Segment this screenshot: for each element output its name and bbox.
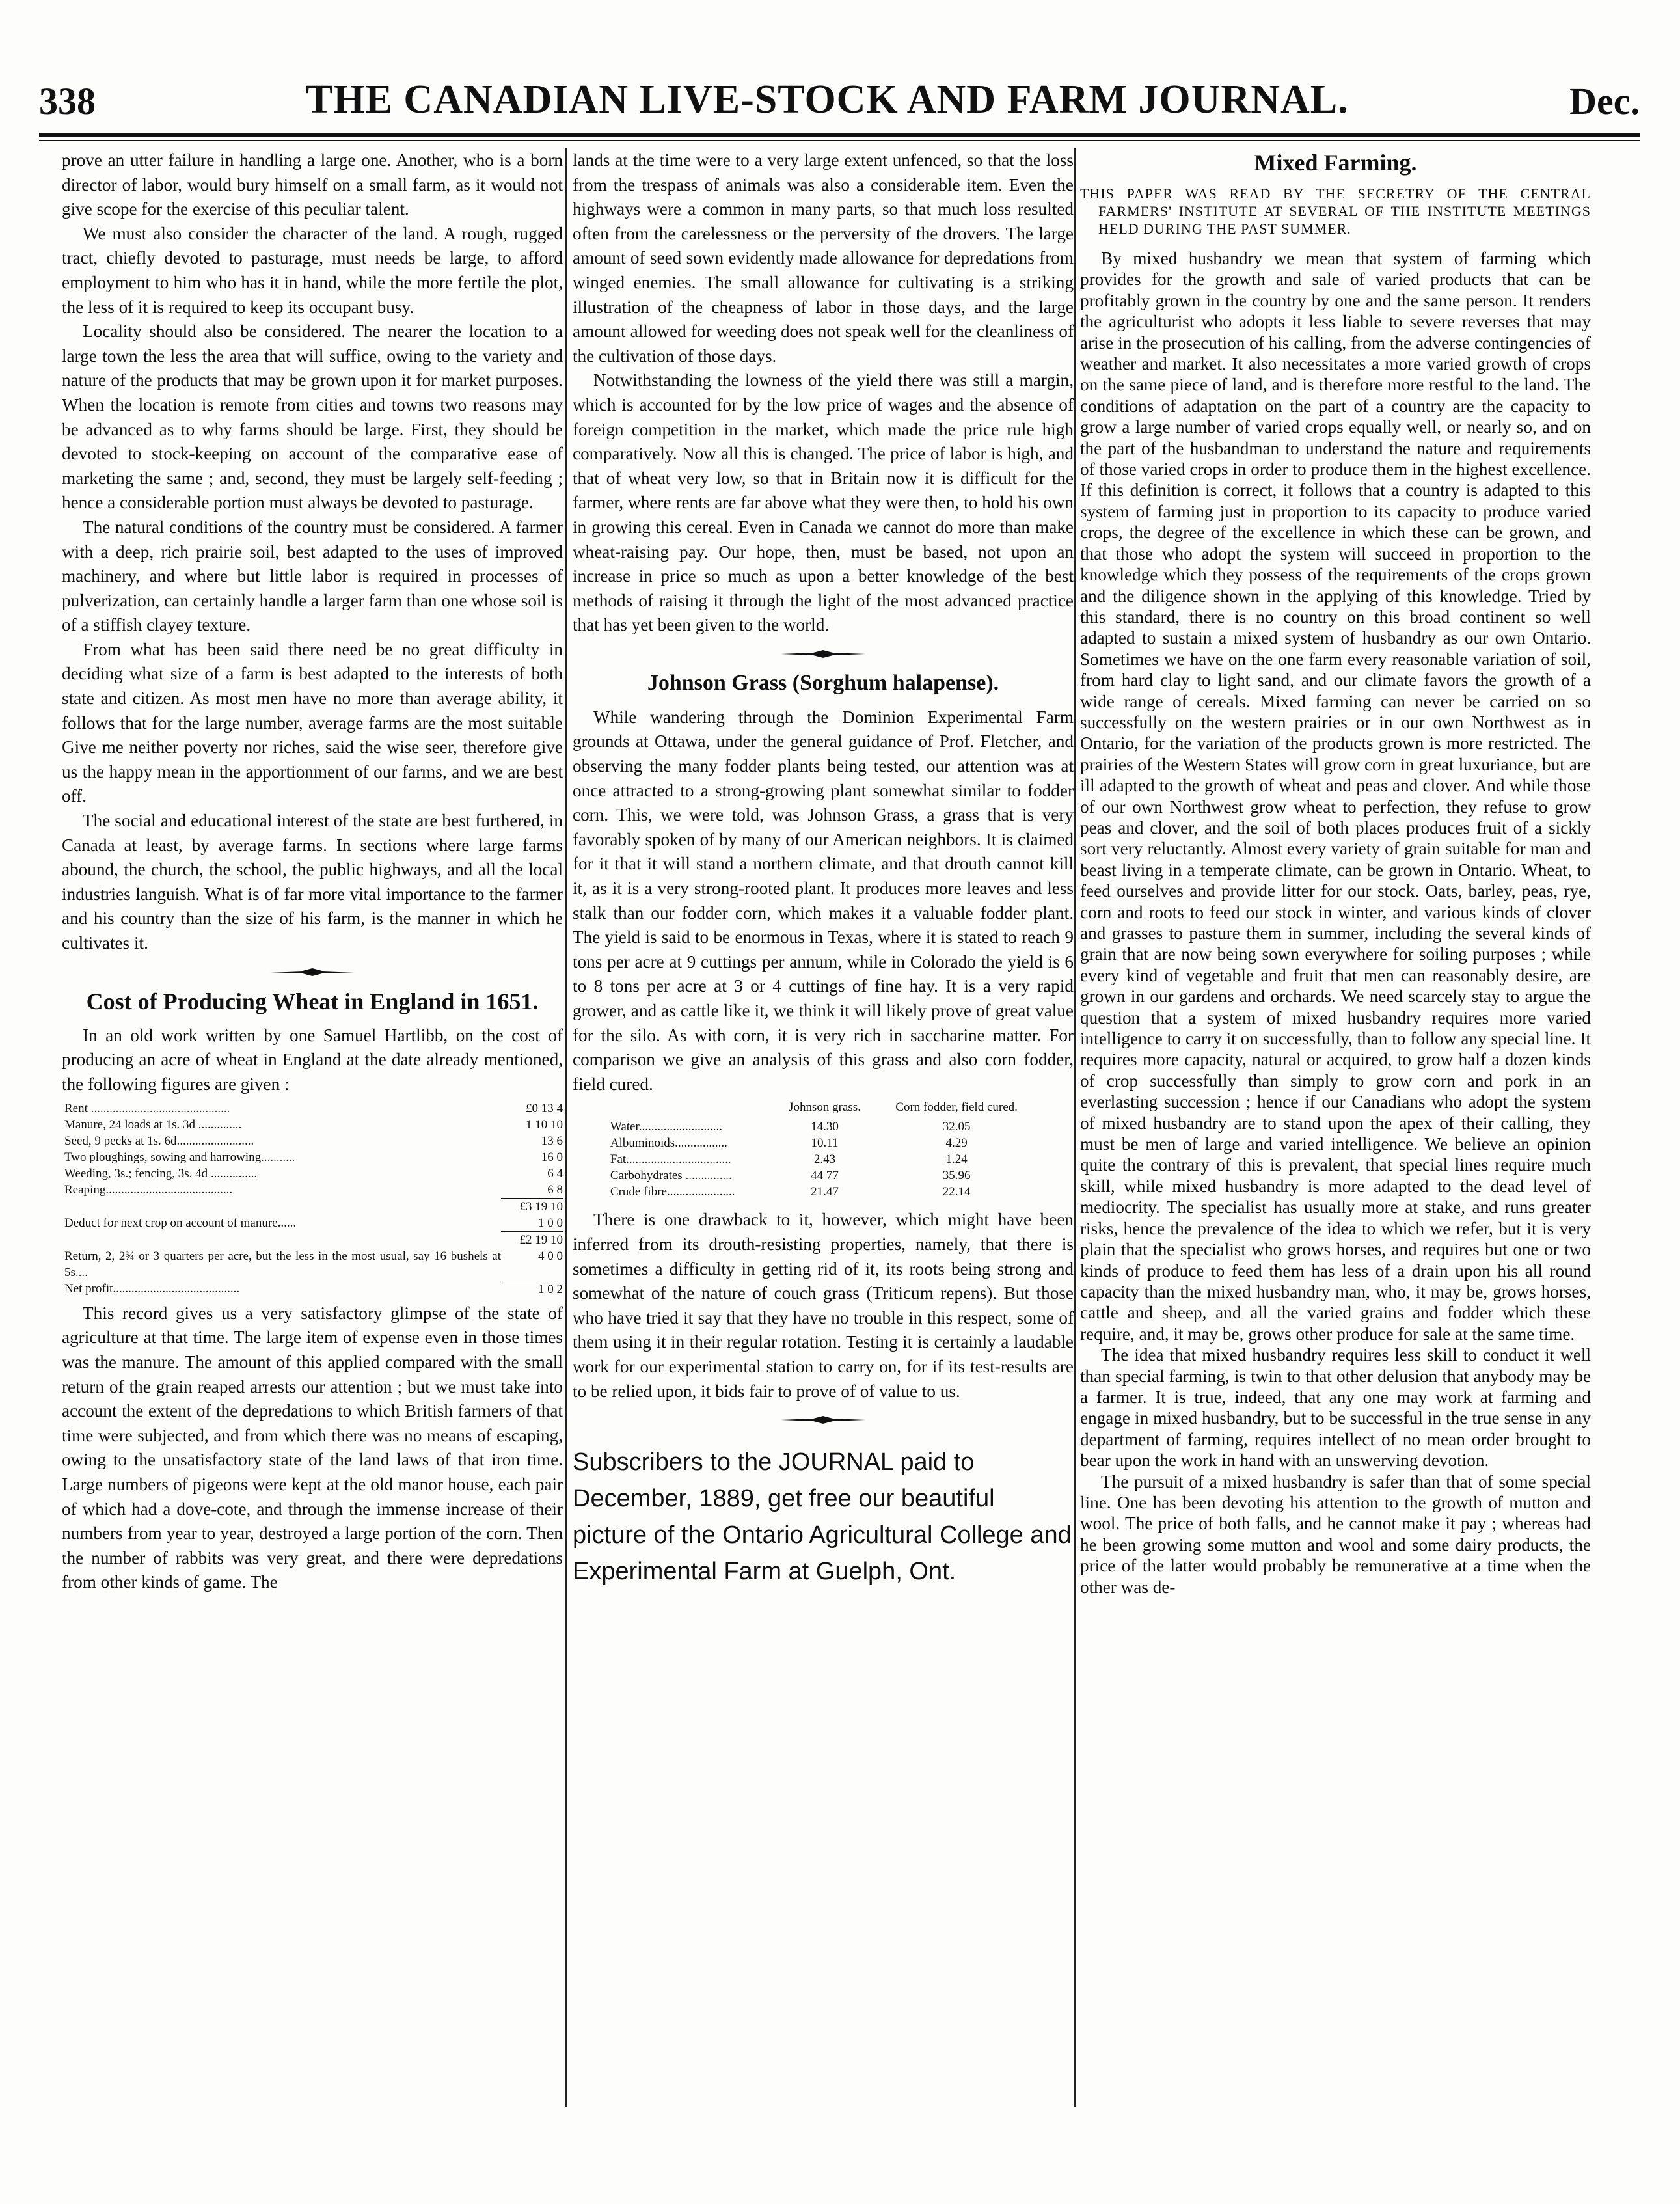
column-rule-2: [1074, 148, 1076, 2107]
table-row: [608, 1135, 1038, 1151]
table-cell: Return, 2, 2¾ or 3 quarters per acre, but the less in the most usual, say 16 bushels at 5s....: [64, 1249, 501, 1280]
table-cell: 16 0: [541, 1150, 563, 1165]
paragraph: The pursuit of a mixed husbandry is safer than that of some special line. One has been devoting his attention to the growth of mutton and wool. The price of both falls, and he cannot make it pay ; whereas had he been growing some mutton and wool and some dairy products, the price of the latter would probably be remunerative at a time when the other was de-: [1080, 1471, 1591, 1597]
paragraph: By mixed husbandry we mean that system of farming which provides for the growth and sale of varied products that can be profitably grown in the country by one and the same person. It renders the agriculturist who adopts it less liable to severe reverses that may arise in the prosecution of his calling, from the adverse contingencies of weather and market. It also necessitates a more varied growth of crops on the same piece of land, and is therefore more restful to the land. The conditions of adaptation on the part of a country are the capacity to grow a large number of varied crops equally well, or nearly so, and on the part of the husbandman to understand the nature and requirements of those varied crops in order to produce them in the highest excellence. If this definition is correct, it follows that a country is adapted to this system of farming just in proportion to its capacity to produce varied crops, the degree of the excellence in which these can be grown, and that those who adopt the system will succeed in proportion to the knowledge which they possess of the requirements of the crops grown and the diligence shown in the applying of this knowledge. Tried by this standard, there is no country on this broad continent so well adapted to sustain a mixed system of husbandry as our own Ontario. Sometimes we have on the one farm every reasonable variation of soil, from hard clay to light sand, and our climate favors the growth of a wide range of cereals. Mixed farming can never be carried on so successfully on the western prairies or in our own Northwest as in Ontario, for the variation of the products grown is more restricted. The prairies of the Western States will grow corn in great luxuriance, but are ill adapted to the growth of wheat and peas and clover. And while those of our own Northwest grow wheat to perfection, they refuse to grow peas and clover, and the soil of both places produces fruit of a sickly sort very reluctantly. Almost every variety of grain suitable for man and beast living in a temperate climate, can be grown in Ontario. Wheat, to feed ourselves and provide litter for our stock. Oats, barley, peas, rye, corn and roots to feed our stock in winter, and various kinds of clover and grasses to pasture them in summer, including the several kinds of grain that are now being sown everywhere for soiling purposes ; while every kind of vegetable and fruit that men can reasonably desire, are grown in our gardens and orchards. We need scarcely stay to argue the question that a system of mixed husbandry requires more varied intelligence to carry it on successfully, than to follow any special line. It requires more capacity, natural or acquired, to grow half a dozen kinds of crop successfully than simply to grow corn and pork in an everlasting succession ; hence if our Canadians who adopt the system of mixed husbandry are to stand upon the apex of their calling, they must be men of large and varied intelligence. We believe an opinion quite the contrary of this is prevalent, that special lines require much skill, while mixed husbandry is more adapted to the dead level of mediocrity. The specialist has usually more at stake, and runs greater risks, hence the prevalence of the idea to which we refer, but it is very plain that the specialist who grows horses, and requires but one or two kinds of produce to feed them has less of a drain upon his all round capacity than the mixed husbandry man, who, it may be, grows horses, cattle and sheep, and all the varied grains and fodder which these require, and, it may be, grows other produce for sale at the same time.: [1080, 249, 1591, 1344]
table-header-row: [608, 1100, 1038, 1119]
paragraph: Notwithstanding the lowness of the yield there was still a margin, which is accounted for by the low price of wages and the absence of foreign competition in the market, which made the price rule high comparatively. Now all this is changed. The price of labor is high, and that of wheat very low, so that in Britain now it is difficult for the farmer, where rents are far above what they were then, to hold his own in growing this cereal. Even in Canada we cannot do more than make wheat-raising pay. Our hope, then, must be based, not upon an increase in price so much as upon a better knowledge of the best methods of raising it through the light of the most advanced practice that has yet been given to the world.: [573, 370, 1074, 635]
column-header: Corn fodder, field cured.: [895, 1100, 1018, 1115]
table-cell: 4 0 0: [538, 1249, 563, 1264]
table-cell: 2.43: [813, 1152, 836, 1167]
table-row: [62, 1133, 563, 1149]
subscriber-notice: Subscribers to the JOURNAL paid to December, 1889, get free our beautiful picture of the Ontario Agricultural College and Experimental Farm at Guelph, Ont.: [573, 1449, 1072, 1586]
table-row: [62, 1117, 563, 1133]
paragraph: lands at the time were to a very large extent unfenced, so that the loss from the trespass of animals was also a considerable item. Even the highways were a common in many parts, so that much loss resulted often from the carelessness or the perversity of the drovers. The large amount of seed sown evidently made allowance for depredations from winged enemies. The small allowance for cultivating is a striking illustration of the cheapness of labor in those days, and the large amount allowed for weeding does not speak well for the cleanliness of the cultivation of those days.: [573, 150, 1074, 366]
cost-table: [62, 1100, 563, 1298]
divider-ornament-icon: [781, 649, 865, 659]
paragraph: The idea that mixed husbandry requires less skill to conduct it well than special farming, is twin to that other delusion that anybody may be a farmer. It is true, indeed, that any one may work at farming and engage in mixed husbandry, but to be successful in the true sense in any department of farming, requires intellect of no mean order brought to bear upon the work in hand with an unswerving devotion.: [1080, 1345, 1591, 1471]
table-cell: 6 8: [547, 1183, 563, 1197]
article-intro-note: THIS PAPER WAS READ BY THE SECRETRY OF THE CENTRAL FARMERS' INSTITUTE AT SEVERAL OF THE INSTITUTE MEETINGS HELD DURING THE PAST SUMMER.: [1080, 185, 1591, 237]
header-rule: [39, 133, 1640, 137]
table-row: [62, 1149, 563, 1165]
table-row: [62, 1182, 563, 1199]
table-cell: Two ploughings, sowing and harrowing...........: [64, 1150, 295, 1165]
paragraph: While wandering through the Dominion Experimental Farm grounds at Ottawa, under the general guidance of Prof. Fletcher, and observing the many fodder plants being tested, our attention was at once attracted to a strong-growing plant somewhat similar to fodder corn. This, we were told, was Johnson Grass, a grass that is very favorably spoken of by many of our American neighbors. It is claimed for it that it will stand a northern climate, and that drouth cannot kill it, as it is a very strong-rooted plant. It produces more leaves and less stalk than our fodder corn, which makes it a valuable fodder plant. The yield is said to be enormous in Texas, where it is stated to reach 9 tons per acre at 9 cuttings per annum, while in Colorado the yield is 6 to 8 tons per acre at 3 or 4 cuttings of fine hay. It is a very rapid grower, and as cattle like it, we think it will likely prove of great value for the silo. As with corn, it is very rich in saccharine matter. For comparison we give an analysis of this grass and also corn fodder, field cured.: [573, 707, 1074, 1094]
table-cell: Weeding, 3s.; fencing, 3s. 4d ...............: [64, 1167, 258, 1181]
table-cell: 35.96: [942, 1169, 971, 1183]
page-number: 338: [39, 80, 96, 122]
column-rule-1: [565, 148, 567, 2107]
table-row: [62, 1248, 563, 1281]
paragraph: We must also consider the character of the land. A rough, rugged tract, chiefly devoted to pasturage, must needs be large, to afford employment to him who has it in hand, while the more fertile the plot, the less of it is required to keep its occupant busy.: [62, 223, 563, 317]
paragraph: The social and educational interest of the state are best furthered, in Canada at least, by average farms. In sections where large farms abound, the church, the school, the public highways, and all the local industries languish. What is of far more vital importance to the farmer and his country than the size of his farm, is the manner in which he cultivates it.: [62, 811, 563, 953]
table-cell: 6 4: [547, 1167, 563, 1181]
table-cell: Deduct for next crop on account of manure......: [64, 1216, 297, 1231]
article-heading-mixed-farming: Mixed Farming.: [1254, 150, 1417, 176]
table-cell: 1.24: [945, 1152, 968, 1167]
table-row: [62, 1232, 563, 1249]
table-row: [62, 1100, 563, 1117]
table-row: [62, 1199, 563, 1216]
journal-title: THE CANADIAN LIVE-STOCK AND FARM JOURNAL.: [306, 77, 1349, 122]
table-cell: 21.47: [811, 1185, 839, 1199]
table-cell: Fat..................................: [610, 1152, 731, 1167]
paragraph: The natural conditions of the country must be considered. A farmer with a deep, rich prairie soil, best adapted to the uses of improved machinery, and where but little labor is required in processes of pulverization, can certainly handle a larger farm than one whose soil is of a stiffish clayey texture.: [62, 517, 563, 635]
table-cell: 22.14: [942, 1185, 971, 1199]
divider-ornament-icon: [270, 968, 355, 977]
column-header: Johnson grass.: [789, 1100, 861, 1115]
divider-ornament-icon: [781, 1415, 865, 1424]
table-row: [62, 1215, 563, 1232]
table-cell: £0 13 4: [526, 1102, 563, 1116]
table-row: [62, 1281, 563, 1298]
column-2: [573, 148, 1074, 2107]
table-row: [62, 1165, 563, 1182]
paragraph: From what has been said there need be no great difficulty in deciding what size of a farm is best adapted to the interests of both state and citizen. As most men have no more than average ability, it follows that for the large number, average farms are the most suitable Give me neither poverty nor riches, said the wise seer, therefore give us the happy mean in the apportionment of our farms, and we are best off.: [62, 639, 563, 806]
table-cell: Rent .............................................: [64, 1102, 230, 1116]
table-cell: £2 19 10: [501, 1232, 563, 1249]
column-3: [1080, 148, 1591, 2107]
table-cell: 1 10 10: [526, 1118, 563, 1132]
table-cell: 4.29: [945, 1136, 968, 1150]
table-row: [608, 1167, 1038, 1184]
table-cell: 44 77: [811, 1169, 839, 1183]
table-cell: Carbohydrates ...............: [610, 1169, 732, 1183]
table-cell: 1 0 0: [538, 1216, 563, 1231]
table-cell: 13 6: [541, 1134, 563, 1149]
article-heading-johnson-grass: Johnson Grass (Sorghum halapense).: [647, 670, 999, 695]
article-heading-wheat: Cost of Producing Wheat in England in 1651.: [86, 988, 539, 1014]
column-header: [608, 1100, 775, 1119]
table-cell: 10.11: [811, 1136, 839, 1150]
table-cell: 14.30: [811, 1120, 839, 1134]
table-cell: 32.05: [942, 1120, 971, 1134]
table-cell: [62, 1199, 501, 1216]
paragraph: This record gives us a very satisfactory glimpse of the state of agriculture at that time. The large item of expense even in those times was the manure. The amount of this applied compared with the small return of the grain reaped arrests our attention ; but we must take into account the extent of the depredations to which British farmers of that time were subjected, and from which there was no means of escaping, owing to the unsatisfactory state of the land laws of that iron time. Large numbers of pigeons were kept at the old manor house, each pair of which had a dove-cote, and through the immense increase of their numbers from year to year, destroyed a large portion of the corn. Then the number of rabbits was very great, and there were depredations from other kinds of game. The: [62, 1303, 563, 1592]
table-cell: Seed, 9 pecks at 1s. 6d.........................: [64, 1134, 254, 1149]
table-cell: Water...........................: [610, 1120, 722, 1134]
column-1: [62, 148, 563, 2107]
table-cell: 1 0 2: [501, 1281, 563, 1298]
table-cell: Reaping.........................................: [64, 1183, 233, 1197]
table-cell: Albuminoids.................: [610, 1136, 727, 1150]
table-cell: [62, 1232, 501, 1249]
table-row: [608, 1184, 1038, 1200]
issue-month: Dec.: [1569, 80, 1640, 122]
paragraph: In an old work written by one Samuel Hartlibb, on the cost of producing an acre of wheat in England at the date already mentioned, the following figures are given :: [62, 1025, 563, 1094]
table-row: [608, 1119, 1038, 1135]
paragraph: There is one drawback to it, however, which might have been inferred from its drouth-resisting properties, namely, that there is sometimes a difficulty in getting rid of it, its roots being strong and somewhat of the nature of couch grass (Triticum repens). But those who have tried it say that they have no trouble in this respect, some of them using it in their regular rotation. Testing it is certainly a laudable work for our experimental station to carry on, for if its test-results are to be relied upon, it bids fair to prove of of value to us.: [573, 1210, 1074, 1401]
table-cell: £3 19 10: [501, 1199, 563, 1216]
analysis-table: [608, 1100, 1038, 1200]
masthead: [39, 73, 1640, 125]
header-rule-thin: [39, 140, 1640, 141]
table-cell: Net profit.........................................: [64, 1282, 240, 1296]
table-cell: Manure, 24 loads at 1s. 3d ..............: [64, 1118, 242, 1132]
paragraph: Locality should also be considered. The nearer the location to a large town the less the area that will suffice, owing to the variety and nature of the products that may be grown upon it for market purposes. When the location is remote from cities and towns two reasons may be advanced as to why farms should be large. First, they should be devoted to stock-keeping on account of the comparative ease of marketing the same ; and, second, they must be largely self-feeding ; hence a considerable portion must always be devoted to pasturage.: [62, 321, 563, 513]
table-row: [608, 1151, 1038, 1167]
table-cell: Crude fibre......................: [610, 1185, 735, 1199]
paragraph: prove an utter failure in handling a large one. Another, who is a born director of labor, would bury himself on a small farm, as it would not give scope for the exercise of this peculiar talent.: [62, 150, 563, 219]
